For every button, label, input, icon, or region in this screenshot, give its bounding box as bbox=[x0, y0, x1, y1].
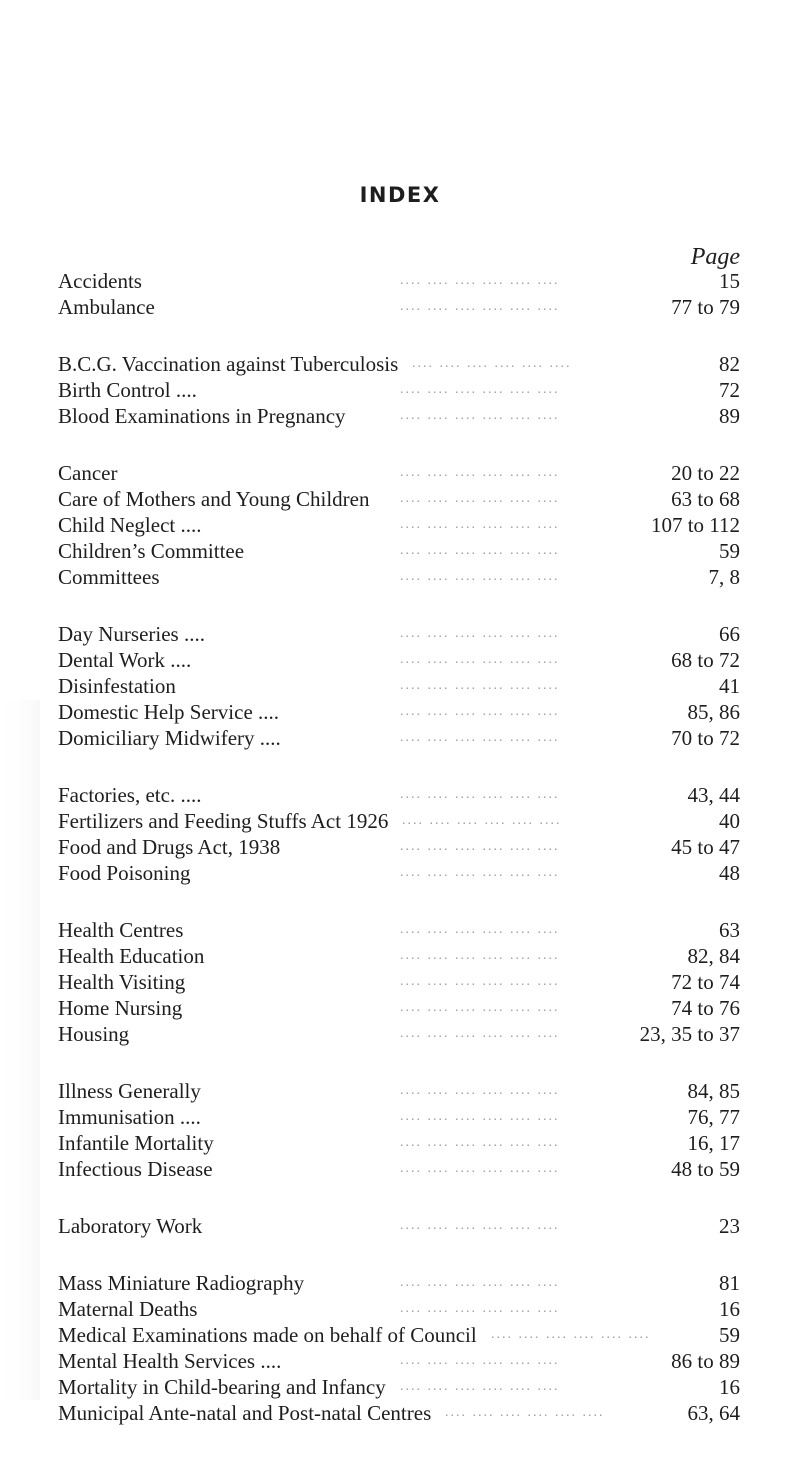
index-entry bbox=[0, 377, 800, 403]
index-group bbox=[0, 351, 800, 429]
dot-leader: .... .... .... .... .... .... bbox=[400, 626, 560, 641]
index-entry-page: 48 to 59 bbox=[671, 1157, 740, 1181]
page-column-header: Page bbox=[690, 244, 740, 270]
index-entry-label: Cancer bbox=[58, 461, 118, 485]
dot-leader: .... .... .... .... .... .... bbox=[400, 678, 560, 693]
index-entry bbox=[0, 969, 800, 995]
index-entry-page: 16 bbox=[719, 1375, 740, 1399]
index-entry-page: 82, 84 bbox=[687, 944, 740, 968]
index-entry-page: 59 bbox=[719, 1323, 740, 1347]
dot-leader: .... .... .... .... .... .... bbox=[400, 704, 560, 719]
dot-leader: .... .... .... .... .... .... bbox=[400, 1135, 560, 1150]
index-entry-page: 7, 8 bbox=[708, 565, 740, 589]
index-entry bbox=[0, 486, 800, 512]
index-group bbox=[0, 1078, 800, 1182]
index-entry bbox=[0, 834, 800, 860]
index-entry bbox=[0, 460, 800, 486]
dot-leader: .... .... .... .... .... .... bbox=[400, 1000, 560, 1015]
index-entry bbox=[0, 1348, 800, 1374]
index-group bbox=[0, 1270, 800, 1426]
index-entry-page: 89 bbox=[719, 404, 740, 428]
index-entry-label: Medical Examinations made on behalf of Council bbox=[58, 1323, 477, 1347]
index-entry-page: 68 to 72 bbox=[671, 648, 740, 672]
index-group bbox=[0, 621, 800, 751]
index-entry-page: 59 bbox=[719, 539, 740, 563]
index-entry-page: 23, 35 to 37 bbox=[639, 1022, 740, 1046]
dot-leader: .... .... .... .... .... .... bbox=[400, 408, 560, 423]
index-entry-label: Domestic Help Service .... bbox=[58, 700, 280, 724]
index-entry bbox=[0, 351, 800, 377]
index-entry bbox=[0, 1130, 800, 1156]
index-group bbox=[0, 917, 800, 1047]
dot-leader: .... .... .... .... .... .... bbox=[400, 1301, 560, 1316]
index-entry bbox=[0, 1400, 800, 1426]
index-entry-page: 72 bbox=[719, 378, 740, 402]
index-entry bbox=[0, 538, 800, 564]
dot-leader: .... .... .... .... .... .... bbox=[400, 1083, 560, 1098]
index-entry-page: 40 bbox=[719, 809, 740, 833]
dot-leader: .... .... .... .... .... .... bbox=[412, 356, 572, 371]
index-entry bbox=[0, 1213, 800, 1239]
index-entry bbox=[0, 995, 800, 1021]
index-entry-page: 20 to 22 bbox=[671, 461, 740, 485]
index-entry-label: Maternal Deaths bbox=[58, 1297, 198, 1321]
index-entry-label: B.C.G. Vaccination against Tuberculosis bbox=[58, 352, 399, 376]
index-entry-label: Infectious Disease bbox=[58, 1157, 213, 1181]
index-entry-label: Mass Miniature Radiography bbox=[58, 1271, 305, 1295]
index-entry bbox=[0, 943, 800, 969]
dot-leader: .... .... .... .... .... .... bbox=[400, 922, 560, 937]
index-entry-label: Home Nursing bbox=[58, 996, 183, 1020]
index-entry bbox=[0, 782, 800, 808]
dot-leader: .... .... .... .... .... .... bbox=[400, 1161, 560, 1176]
index-entry-page: 86 to 89 bbox=[671, 1349, 740, 1373]
dot-leader: .... .... .... .... .... .... bbox=[400, 543, 560, 558]
index-entry bbox=[0, 1104, 800, 1130]
index-entry bbox=[0, 673, 800, 699]
index-entry-label: Infantile Mortality bbox=[58, 1131, 214, 1155]
index-entry bbox=[0, 1322, 800, 1348]
index-group bbox=[0, 268, 800, 320]
index-entry-page: 81 bbox=[719, 1271, 740, 1295]
index-entry-label: Health Visiting bbox=[58, 970, 186, 994]
dot-leader: .... .... .... .... .... .... bbox=[400, 465, 560, 480]
dot-leader: .... .... .... .... .... .... bbox=[400, 1026, 560, 1041]
index-group bbox=[0, 782, 800, 886]
index-entry bbox=[0, 725, 800, 751]
dot-leader: .... .... .... .... .... .... bbox=[400, 839, 560, 854]
dot-leader: .... .... .... .... .... .... bbox=[400, 569, 560, 584]
index-entry bbox=[0, 647, 800, 673]
index-entry-page: 66 bbox=[719, 622, 740, 646]
index-entry-label: Health Centres bbox=[58, 918, 184, 942]
index-entry bbox=[0, 917, 800, 943]
index-entry-page: 76, 77 bbox=[687, 1105, 740, 1129]
index-entry-page: 82 bbox=[719, 352, 740, 376]
index-entry-label: Birth Control .... bbox=[58, 378, 197, 402]
index-entry-label: Food and Drugs Act, 1938 bbox=[58, 835, 281, 859]
index-entry-page: 84, 85 bbox=[687, 1079, 740, 1103]
index-entry-label: Day Nurseries .... bbox=[58, 622, 205, 646]
index-entry-page: 43, 44 bbox=[687, 783, 740, 807]
dot-leader: .... .... .... .... .... .... bbox=[400, 787, 560, 802]
index-entry-label: Illness Generally bbox=[58, 1079, 201, 1103]
dot-leader: .... .... .... .... .... .... bbox=[400, 1353, 560, 1368]
index-entry-label: Ambulance bbox=[58, 295, 155, 319]
index-entry bbox=[0, 512, 800, 538]
index-entry-label: Housing bbox=[58, 1022, 130, 1046]
index-group bbox=[0, 460, 800, 590]
index-entry-label: Domiciliary Midwifery .... bbox=[58, 726, 281, 750]
index-entry-label: Mortality in Child-bearing and Infancy bbox=[58, 1375, 386, 1399]
index-entry-label: Health Education bbox=[58, 944, 205, 968]
index-entry-label: Municipal Ante-natal and Post-natal Centres bbox=[58, 1401, 432, 1425]
index-entry bbox=[0, 268, 800, 294]
index-entry-label: Care of Mothers and Young Children bbox=[58, 487, 370, 511]
index-entry-page: 45 to 47 bbox=[671, 835, 740, 859]
index-entry bbox=[0, 808, 800, 834]
dot-leader: .... .... .... .... .... .... bbox=[491, 1327, 650, 1342]
index-entry-page: 74 to 76 bbox=[671, 996, 740, 1020]
dot-leader: .... .... .... .... .... .... bbox=[400, 517, 560, 532]
dot-leader: .... .... .... .... .... .... bbox=[402, 813, 562, 828]
index-entry-page: 63, 64 bbox=[687, 1401, 740, 1425]
dot-leader: .... .... .... .... .... .... bbox=[400, 382, 560, 397]
index-entry bbox=[0, 1078, 800, 1104]
dot-leader: .... .... .... .... .... .... bbox=[400, 730, 560, 745]
index-entry bbox=[0, 1021, 800, 1047]
index-entry bbox=[0, 1156, 800, 1182]
index-entry-page: 107 to 112 bbox=[650, 513, 740, 537]
dot-leader: .... .... .... .... .... .... bbox=[400, 299, 560, 314]
index-entry-page: 63 bbox=[719, 918, 740, 942]
index-entry-page: 16, 17 bbox=[687, 1131, 740, 1155]
dot-leader: .... .... .... .... .... .... bbox=[400, 491, 560, 506]
index-entry-label: Factories, etc. .... bbox=[58, 783, 202, 807]
index-entry bbox=[0, 699, 800, 725]
index-entry-page: 23 bbox=[719, 1214, 740, 1238]
index-entry-label: Mental Health Services .... bbox=[58, 1349, 282, 1373]
index-entry-page: 85, 86 bbox=[687, 700, 740, 724]
index-entry bbox=[0, 564, 800, 590]
dot-leader: .... .... .... .... .... .... bbox=[400, 974, 560, 989]
index-entry-label: Food Poisoning bbox=[58, 861, 191, 885]
dot-leader: .... .... .... .... .... .... bbox=[400, 652, 560, 667]
index-entry bbox=[0, 294, 800, 320]
dot-leader: .... .... .... .... .... .... bbox=[400, 865, 560, 880]
dot-leader: .... .... .... .... .... .... bbox=[400, 948, 560, 963]
dot-leader: .... .... .... .... .... .... bbox=[445, 1405, 605, 1420]
index-entry-label: Committees bbox=[58, 565, 160, 589]
index-entry-page: 15 bbox=[719, 269, 740, 293]
index-entry-label: Disinfestation bbox=[58, 674, 176, 698]
page-title: INDEX bbox=[359, 183, 441, 207]
dot-leader: .... .... .... .... .... .... bbox=[400, 273, 560, 288]
dot-leader: .... .... .... .... .... .... bbox=[400, 1275, 560, 1290]
index-entry bbox=[0, 403, 800, 429]
index-entry-page: 41 bbox=[719, 674, 740, 698]
dot-leader: .... .... .... .... .... .... bbox=[400, 1109, 560, 1124]
index-entry-page: 72 to 74 bbox=[671, 970, 740, 994]
index-entry bbox=[0, 1296, 800, 1322]
index-entry-label: Child Neglect .... bbox=[58, 513, 202, 537]
index-entry-page: 48 bbox=[719, 861, 740, 885]
index-entry bbox=[0, 1374, 800, 1400]
index-entry-label: Immunisation .... bbox=[58, 1105, 201, 1129]
index-entry-page: 63 to 68 bbox=[671, 487, 740, 511]
index-entry bbox=[0, 621, 800, 647]
index-list bbox=[0, 268, 800, 1457]
index-entry-label: Fertilizers and Feeding Stuffs Act 1926 bbox=[58, 809, 389, 833]
index-entry-page: 77 to 79 bbox=[671, 295, 740, 319]
index-entry-page: 70 to 72 bbox=[671, 726, 740, 750]
dot-leader: .... .... .... .... .... .... bbox=[400, 1379, 560, 1394]
index-entry bbox=[0, 1270, 800, 1296]
index-entry-label: Laboratory Work bbox=[58, 1214, 203, 1238]
index-entry-page: 16 bbox=[719, 1297, 740, 1321]
index-entry-label: Blood Examinations in Pregnancy bbox=[58, 404, 346, 428]
index-entry-label: Accidents bbox=[58, 269, 142, 293]
index-entry-label: Children’s Committee bbox=[58, 539, 245, 563]
index-entry-label: Dental Work .... bbox=[58, 648, 192, 672]
index-entry bbox=[0, 860, 800, 886]
dot-leader: .... .... .... .... .... .... bbox=[400, 1218, 560, 1233]
index-group bbox=[0, 1213, 800, 1239]
